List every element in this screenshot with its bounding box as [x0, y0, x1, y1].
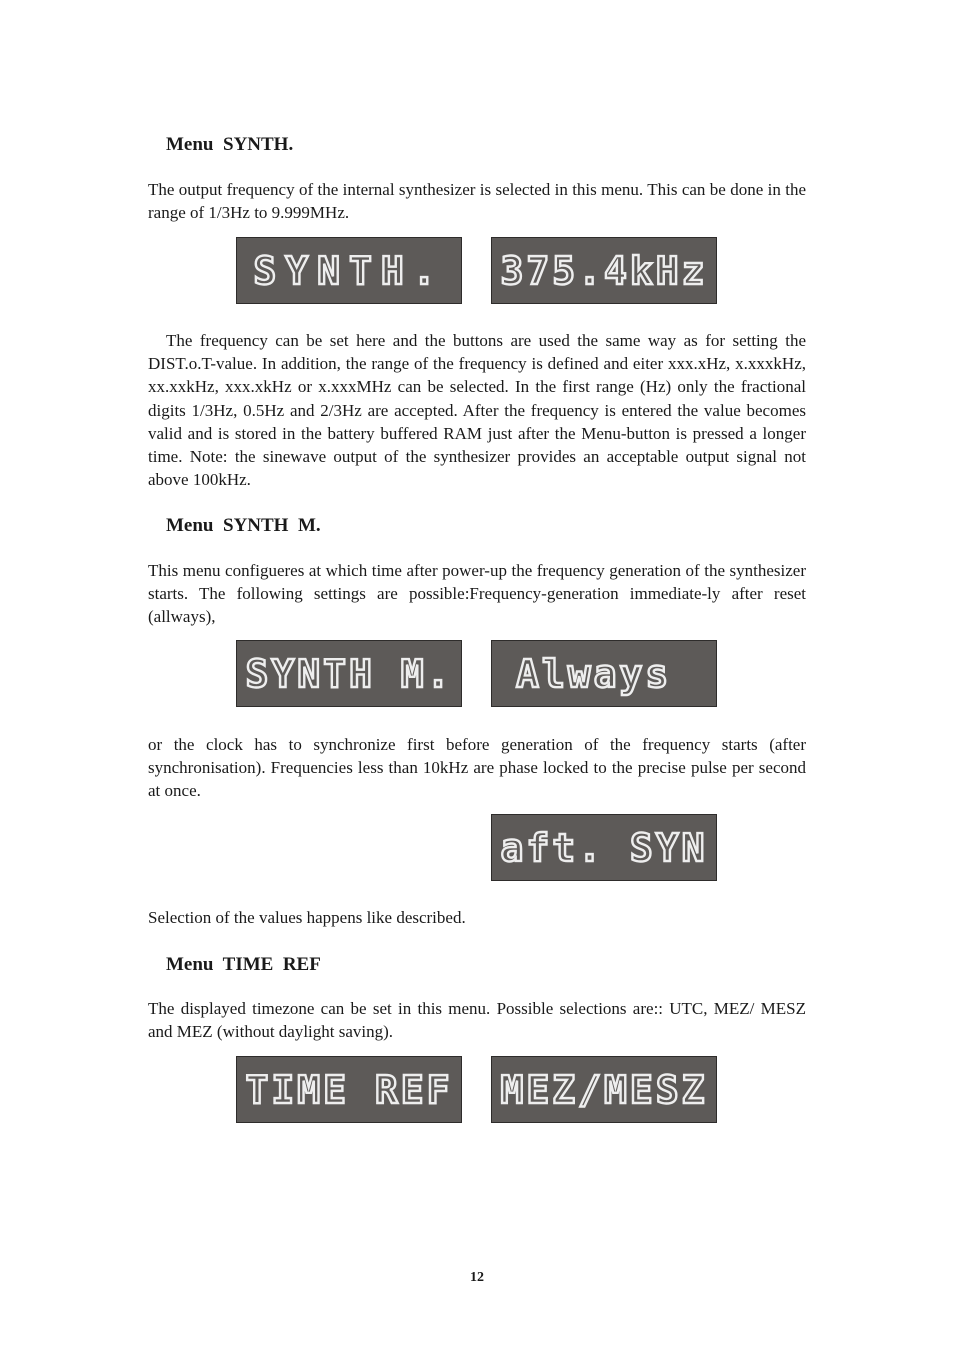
synth-intro: The output frequency of the internal synthesizer is selected in this menu. This can be done in the range of 1/3Hz to 9.999MHz.: [148, 180, 806, 223]
lcd-display-time-ref: [236, 1056, 462, 1123]
lcd-display-frequency: [491, 237, 717, 304]
synth-m-body: or the clock has to synchronize first before generation of the frequency starts (after synchronisation). Frequencies less than 10kHz are phase locked to the precise pulse per second at once.: [148, 735, 806, 801]
lcd-display-always: [491, 640, 717, 707]
page-number: 12: [470, 1270, 484, 1285]
section-heading-synth: Menu SYNTH.: [166, 134, 294, 155]
synth-m-footer: Selection of the values happens like described.: [148, 908, 466, 927]
lcd-text-frequency: 375.4kHz: [500, 248, 708, 293]
section-heading-time-ref: Menu TIME REF: [166, 954, 321, 975]
time-ref-intro: The displayed timezone can be set in this menu. Possible selections are:: UTC, MEZ/ MESZ and MEZ (without daylight saving).: [148, 999, 806, 1042]
lcd-display-mez-mesz: [491, 1056, 717, 1123]
lcd-text-synth-m: SYNTH M.: [245, 651, 453, 696]
lcd-display-synth: [236, 237, 462, 304]
synth-m-intro: This menu configueres at which time after power-up the frequency generation of the synthesizer starts. The following settings are possible:Frequency-generation immediate-ly after reset (allways),: [148, 561, 806, 627]
lcd-text-mez-mesz: MEZ/MESZ: [500, 1067, 708, 1112]
section-heading-synth-m: Menu SYNTH M.: [166, 515, 321, 536]
lcd-text-always: Always: [516, 651, 672, 696]
lcd-display-synth-m: [236, 640, 462, 707]
lcd-text-time-ref: TIME REF: [245, 1067, 453, 1112]
lcd-text-aft-syn: aft. SYN: [500, 825, 708, 870]
lcd-text-synth: SYNTH.: [253, 248, 445, 293]
synth-body: The frequency can be set here and the buttons are used the same way as for setting the DIST.o.T-value. In addition, the range of the frequency is defined and eiter xxx.xHz, x.xxxkHz, xx.xxkHz, xxx.xkHz or x.xxxMHz can be selected. In the first range (Hz) only the fractional digits 1/3Hz, 0.5Hz and 2/3Hz are accepted. After the frequency is entered the value becomes valid and is stored in the battery buffered RAM just after the Menu-button is pressed a longer time. Note: the sinewave output of the synthesizer provides an acceptable output signal not above 100kHz.: [148, 331, 806, 490]
lcd-display-aft-syn: [491, 814, 717, 881]
